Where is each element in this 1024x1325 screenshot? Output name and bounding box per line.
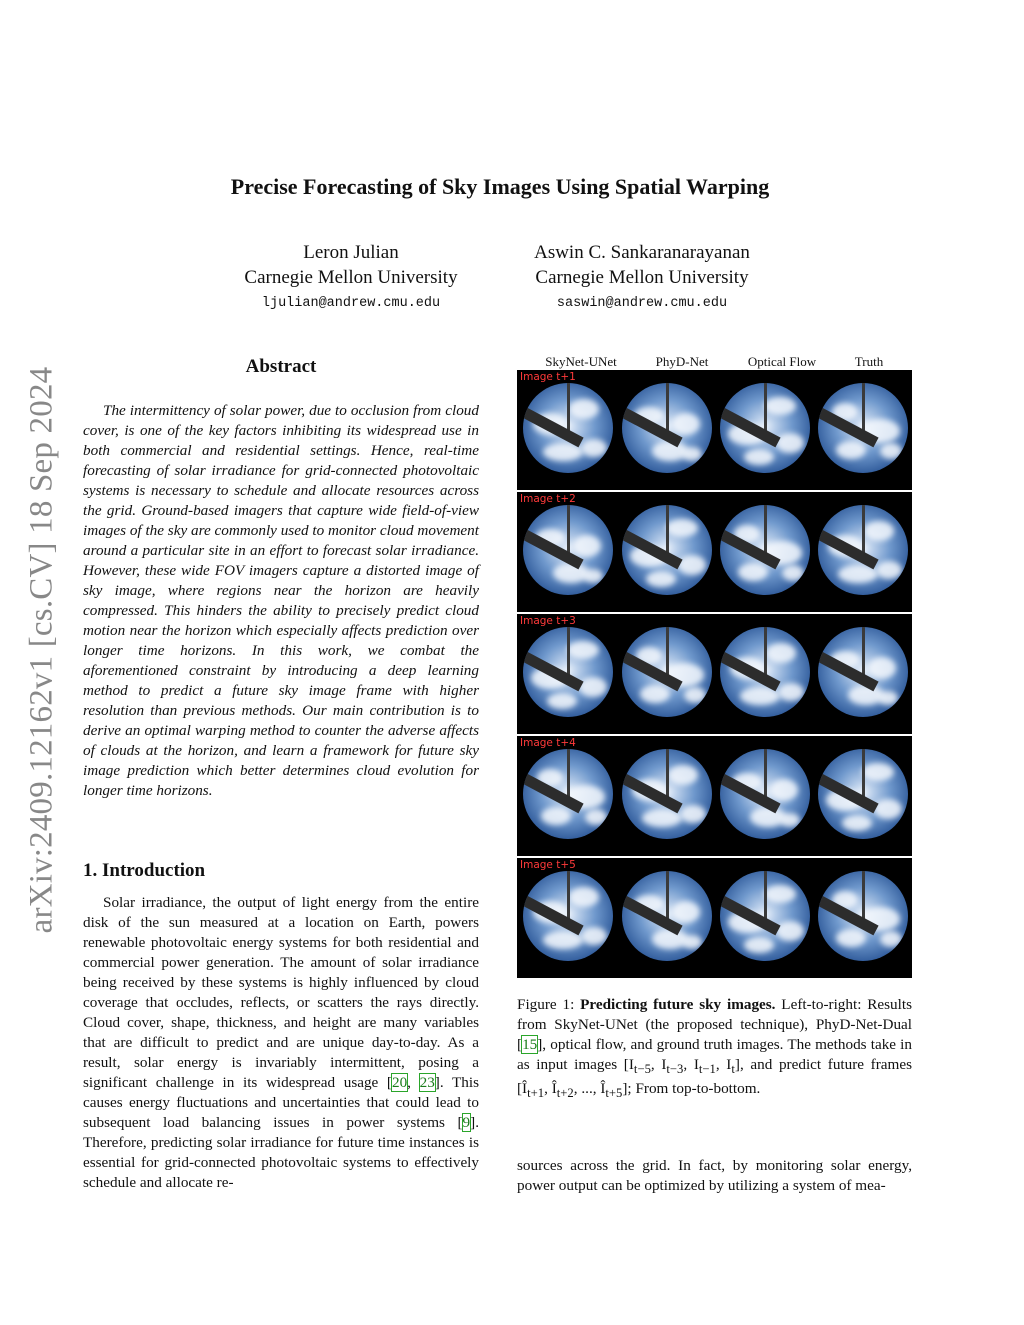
caption-text: , ..., Î [573,1080,606,1098]
figure-row [517,858,912,978]
sky-image [720,627,810,717]
cloud [836,929,866,947]
support-wire [567,505,570,553]
cloud [668,765,698,785]
cloud [569,887,599,907]
caption-text: , Î [544,1080,557,1098]
cloud [547,693,577,709]
caption-subscript: t−5 [633,1062,651,1077]
sky-image [622,627,712,717]
caption-prefix: Figure 1: [517,996,581,1013]
cloud [680,805,706,823]
cloud [682,935,702,949]
caption-subscript: t+2 [556,1086,574,1101]
cloud [583,569,603,583]
abstract-body: The intermittency of solar power, due to occlusion from cloud cover, is one of the key factors inhibiting its widespread use in both commercial and residential settings. Hence, real-time forecasting of solar irradiance for grid-connected photovoltaic systems is necessary to schedule and allocate resources across the grid. Ground-based imagers that capture wide field-of-view images of the sky are commonly used to monitor cloud movement around a particular site in an effort to forecast solar irradiance. However, these wide FOV imagers capture a distorted image of sky image, where regions near the horizon are heavily compressed. This hinders the ability to precisely predict cloud motion near the horizon which especially affects prediction over longer time horizons. In this work, we combat the aforementioned constraint by introducing a deep learning method to predict a future sky image frame with higher resolution than previous methods. Our main contribution is to derive an optimal warping method to counter the adverse affects of clouds at the horizon, and learn a framework for future sky image prediction which better determines cloud evolution for longer time horizons. [83,402,479,799]
sky-image [818,383,908,473]
cloud [782,565,804,581]
cloud [744,449,774,465]
figure-row [517,370,912,490]
sky-image [622,871,712,961]
cloud [780,813,800,827]
author-name: Aswin C. Sankaranarayanan [534,242,750,263]
cloud [744,937,774,953]
cloud [581,927,607,945]
abstract-heading: Abstract [245,356,317,377]
figure-row [517,736,912,856]
cloud [573,535,601,557]
sky-image [523,871,613,961]
caption-text: , I [683,1056,699,1073]
support-wire [666,871,669,919]
cloud [640,685,670,703]
support-wire [764,871,767,919]
sky-image [523,749,613,839]
caption-subscript: t−1 [698,1062,716,1077]
support-wire [764,627,767,675]
cloud [770,779,798,801]
figure-column-labels [517,354,912,370]
caption-text: ]; From top-to-bottom. [622,1080,761,1098]
cloud [862,763,894,781]
support-wire [666,749,669,797]
caption-text: ], optical flow, and ground truth images. The methods take in as input images [I [517,1036,912,1073]
sky-image [523,505,613,595]
author-affiliation: Carnegie Mellon University [535,267,749,288]
citation-link[interactable]: 23 [419,1074,435,1091]
caption-title: Predicting future sky images. [580,996,776,1013]
cloud [876,561,902,579]
support-wire [862,383,865,431]
author-affiliation: Carnegie Mellon University [244,267,458,288]
support-wire [862,505,865,553]
caption-text: , I [650,1056,667,1073]
support-wire [764,505,767,553]
arxiv-watermark [22,355,62,945]
intro-text: ]. This causes energy fluctuations and uncertainties that could lead to subsequent load balancing issues in power systems [ [83,1074,479,1131]
author-block-1 [186,240,516,314]
introduction-paragraph [83,893,479,1193]
caption-subscript: t+1 [527,1086,545,1101]
cloud [864,521,894,541]
column2-paragraph: sources across the grid. In fact, by monitoring solar energy, power output can be optimized by utilizing a system of mea- [517,1157,912,1194]
column-label: Optical Flow [747,354,817,369]
row-label: Image t+5 [520,859,576,871]
cloud [581,439,607,457]
citation-link[interactable]: 20 [391,1074,408,1091]
citation-link[interactable]: 9 [462,1114,471,1131]
cloud [646,571,676,587]
sky-image [523,383,613,473]
paper-title: Precise Forecasting of Sky Images Using Spatial Warping [230,174,770,199]
support-wire [567,627,570,675]
cloud [585,809,607,825]
column-label: Truth [854,354,884,369]
caption-subscript: t+5 [605,1086,623,1101]
caption-text: ], and predict future frames [Î [517,1056,912,1098]
column-label: PhyD-Net [655,354,709,369]
figure-row [517,492,912,612]
caption-subscript: t−3 [666,1062,684,1077]
sky-image [720,505,810,595]
cloud [567,641,599,659]
column-label: SkyNet-UNet [545,354,617,369]
row-label: Image t+2 [520,493,576,505]
support-wire [666,383,669,431]
sky-image [622,505,712,595]
support-wire [764,383,767,431]
cloud [764,885,796,903]
sky-image [622,749,712,839]
cloud [764,397,796,415]
cloud [678,555,706,575]
caption-subscript: t [731,1062,735,1077]
sky-image [818,871,908,961]
cloud [541,807,571,825]
sky-image [523,627,613,717]
cloud [672,413,700,435]
figure-caption [517,995,912,1103]
cloud [776,921,804,941]
citation-link[interactable]: 15 [522,1036,538,1053]
cloud [666,519,698,537]
caption-text: Left-to-right: Results from SkyNet-UNet (the proposed technique), PhyD-Net-Dual [ [517,996,912,1053]
row-label: Image t+1 [520,371,576,383]
cloud [684,687,706,703]
support-wire [862,627,865,675]
author-block-2 [477,240,807,314]
support-wire [862,749,865,797]
support-wire [862,871,865,919]
author-email: ljulian@andrew.cmu.edu [261,296,441,311]
cloud [880,931,902,947]
sky-image [818,749,908,839]
cloud [842,815,872,831]
cloud [878,691,898,705]
intro-text: , [407,1074,420,1091]
cloud [836,441,866,459]
support-wire [567,383,570,431]
support-wire [764,749,767,797]
cloud [874,799,902,819]
row-label: Image t+3 [520,615,576,627]
sky-image [818,627,908,717]
cloud [766,643,796,663]
cloud [569,399,599,419]
author-email: saswin@andrew.cmu.edu [556,296,728,311]
section-heading-introduction: 1. Introduction [83,860,206,881]
cloud [880,443,902,459]
cloud [738,563,768,581]
support-wire [567,871,570,919]
caption-text: , I [715,1056,732,1073]
support-wire [567,749,570,797]
support-wire [666,505,669,553]
intro-text: Solar irradiance, the output of light energy from the entire disk of the sun measured at a location on Earth, powers renewable photovoltaic energy systems for both residential and commercial power generation. The amount of solar irradiance being received by these systems is highly influenced by cloud coverage that occludes, reflects, or scatters the rays directly. Cloud cover, shape, thickness, and height are many variables that are difficult to predict and are unique day-to-day. As a result, solar energy is invariably intermittent, posing a significant challenge in its widespread usage [ [83,894,479,1091]
support-wire [666,627,669,675]
cloud [776,433,804,453]
sky-image [818,505,908,595]
cloud [868,657,896,679]
figure-row [517,614,912,734]
cloud [672,901,700,923]
row-label: Image t+4 [520,737,576,749]
sky-image [622,383,712,473]
cloud [579,677,607,697]
sky-image [720,749,810,839]
cloud [778,683,804,701]
intro-text: ]. Therefore, predicting solar irradiance for future time instances is essential for grid-connected photovoltaic systems to effectively schedule and allocate re- [83,1114,479,1191]
sky-image [720,871,810,961]
arxiv-id: arXiv:2409.12162v1 [cs.CV] 18 Sep 2024 [23,366,60,934]
cloud [682,447,702,461]
sky-image-figure [517,370,912,978]
sky-image [720,383,810,473]
author-name: Leron Julian [303,242,399,263]
